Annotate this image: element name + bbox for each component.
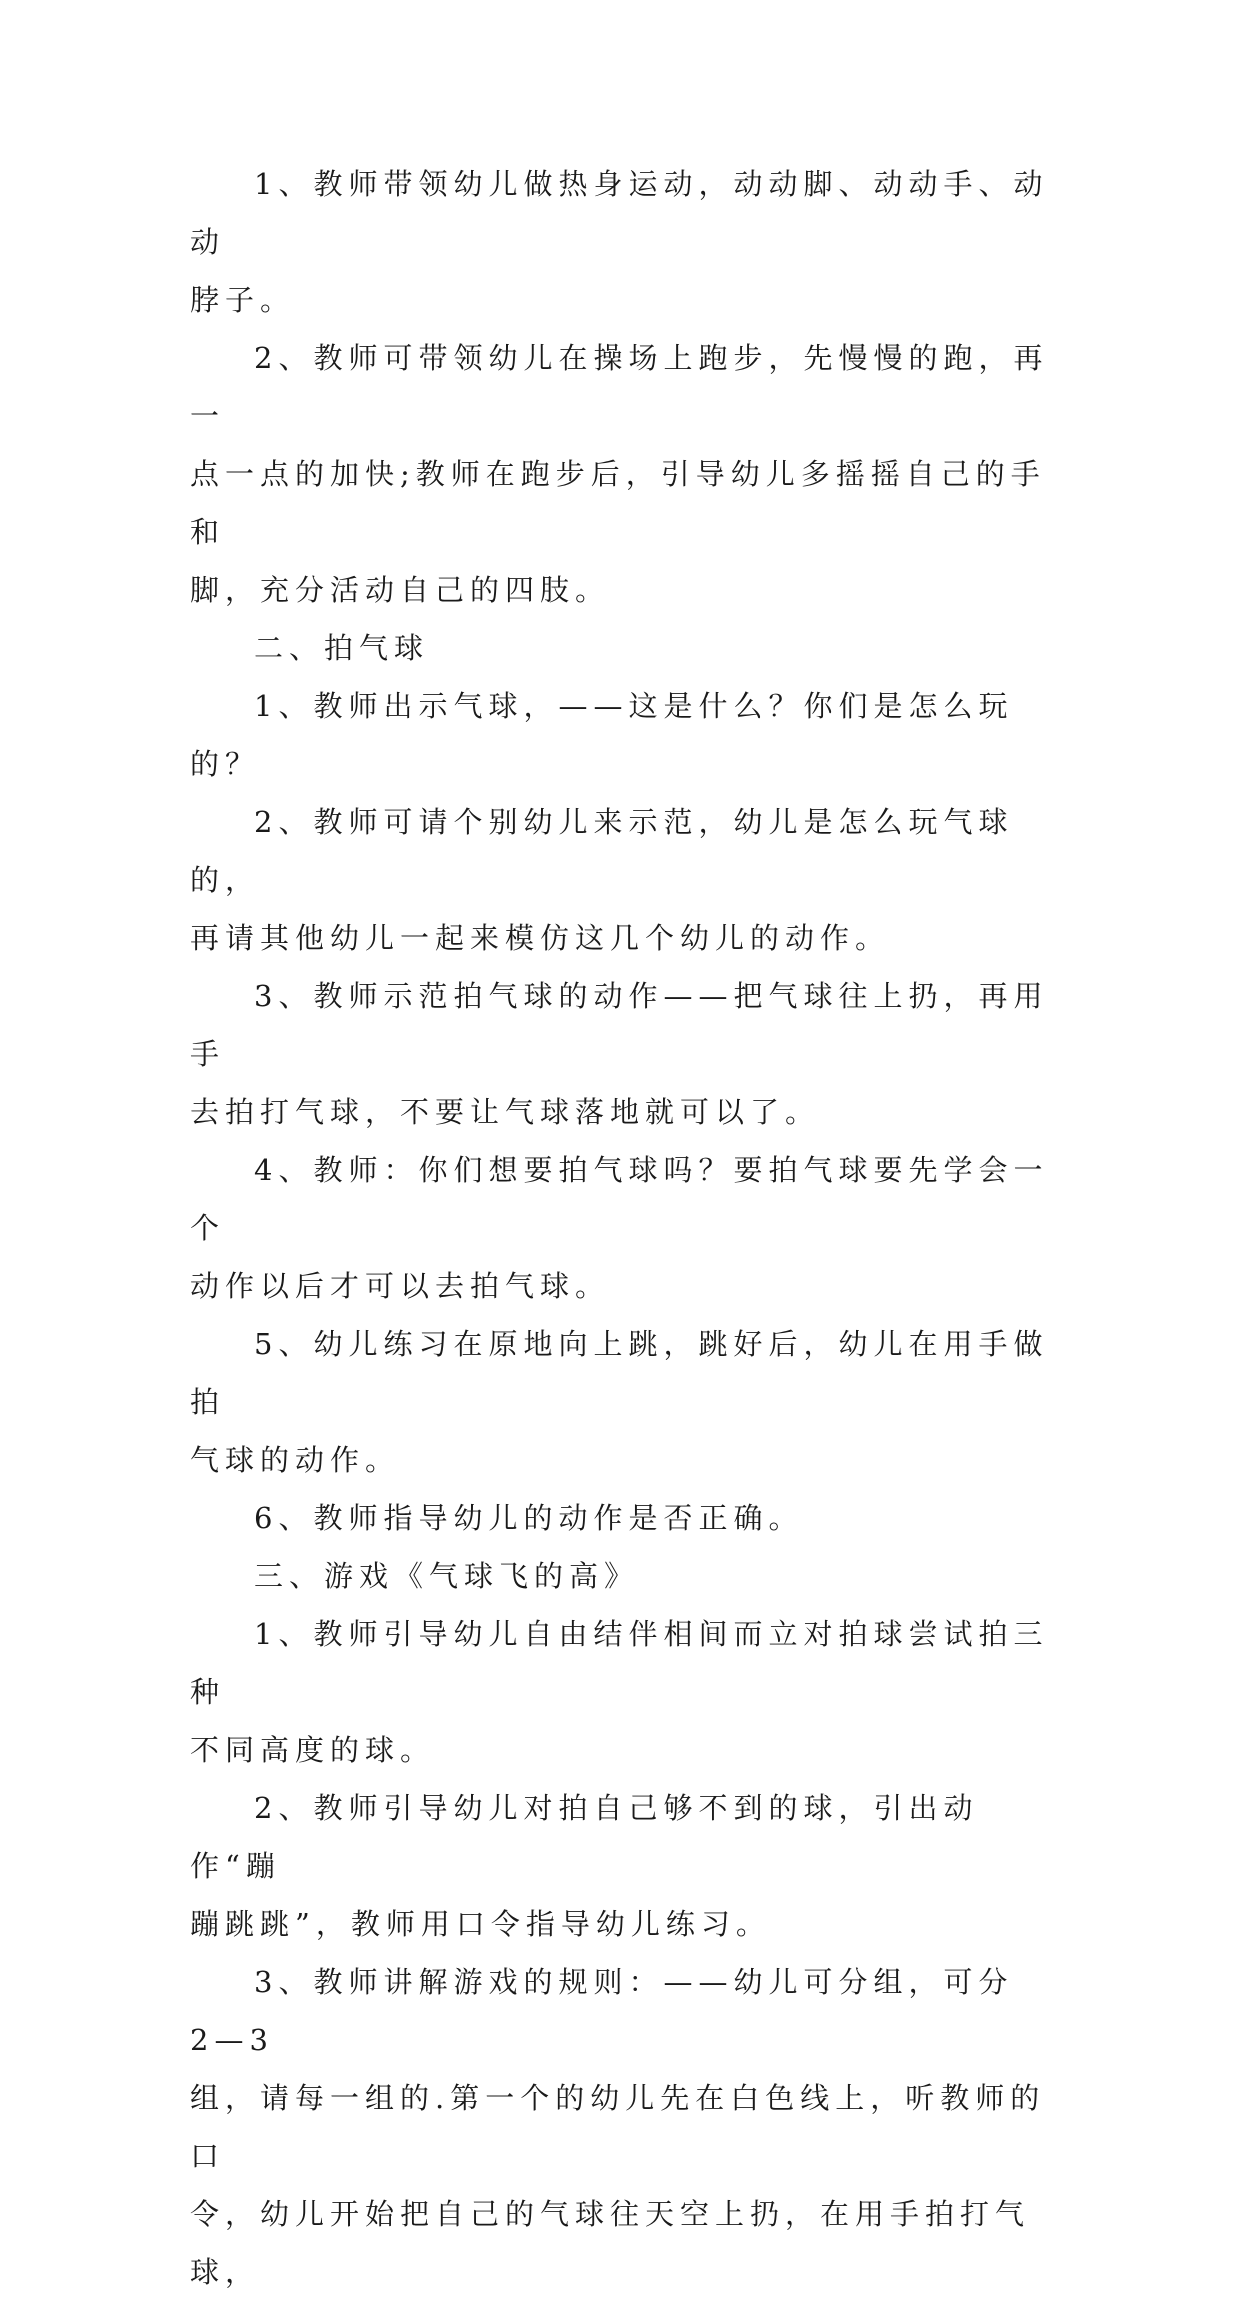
paragraph-warmup-step-1: 1、教师带领幼儿做热身运动，动动脚、动动手、动动 脖子。 [190, 167, 1049, 317]
paragraph-balloon-step-5: 5、幼儿练习在原地向上跳，跳好后，幼儿在用手做拍 气球的动作。 [190, 1327, 1049, 1477]
paragraph-game-step-3: 3、教师讲解游戏的规则：——幼儿可分组，可分 2—3 组，请每一组的.第一个的幼儿先在白色线上，听教师的口 令，幼儿开始把自己的气球往天空上扔，在用手拍打气球， [190, 1965, 1046, 2289]
paragraph-balloon-step-3: 3、教师示范拍气球的动作——把气球往上扔，再用手 去拍打气球，不要让气球落地就可以了。 [190, 979, 1049, 1129]
paragraph-balloon-step-6: 6、教师指导幼儿的动作是否正确。 [254, 1501, 804, 1535]
document-body [190, 155, 1050, 2301]
paragraph-game-step-2: 2、教师引导幼儿对拍自己够不到的球，引出动作“蹦 蹦跳跳”，教师用口令指导幼儿练习。 [190, 1791, 979, 1941]
paragraph-balloon-step-1: 1、教师出示气球，——这是什么？你们是怎么玩的？ [190, 689, 1014, 781]
section-heading-2: 二、拍气球 [254, 631, 430, 665]
section-heading-3: 三、游戏《气球飞的高》 [254, 1559, 640, 1593]
paragraph-game-step-1: 1、教师引导幼儿自由结伴相间而立对拍球尝试拍三种 不同高度的球。 [190, 1617, 1049, 1767]
paragraph-warmup-step-2: 2、教师可带领幼儿在操场上跑步，先慢慢的跑，再一 点一点的加快;教师在跑步后，引导幼儿多摇摇自己的手和 脚，充分活动自己的四肢。 [190, 341, 1049, 607]
paragraph-balloon-step-2: 2、教师可请个别幼儿来示范，幼儿是怎么玩气球的， 再请其他幼儿一起来模仿这几个幼儿的动作。 [190, 805, 1014, 955]
paragraph-balloon-step-4: 4、教师：你们想要拍气球吗？要拍气球要先学会一个 动作以后才可以去拍气球。 [190, 1153, 1049, 1303]
